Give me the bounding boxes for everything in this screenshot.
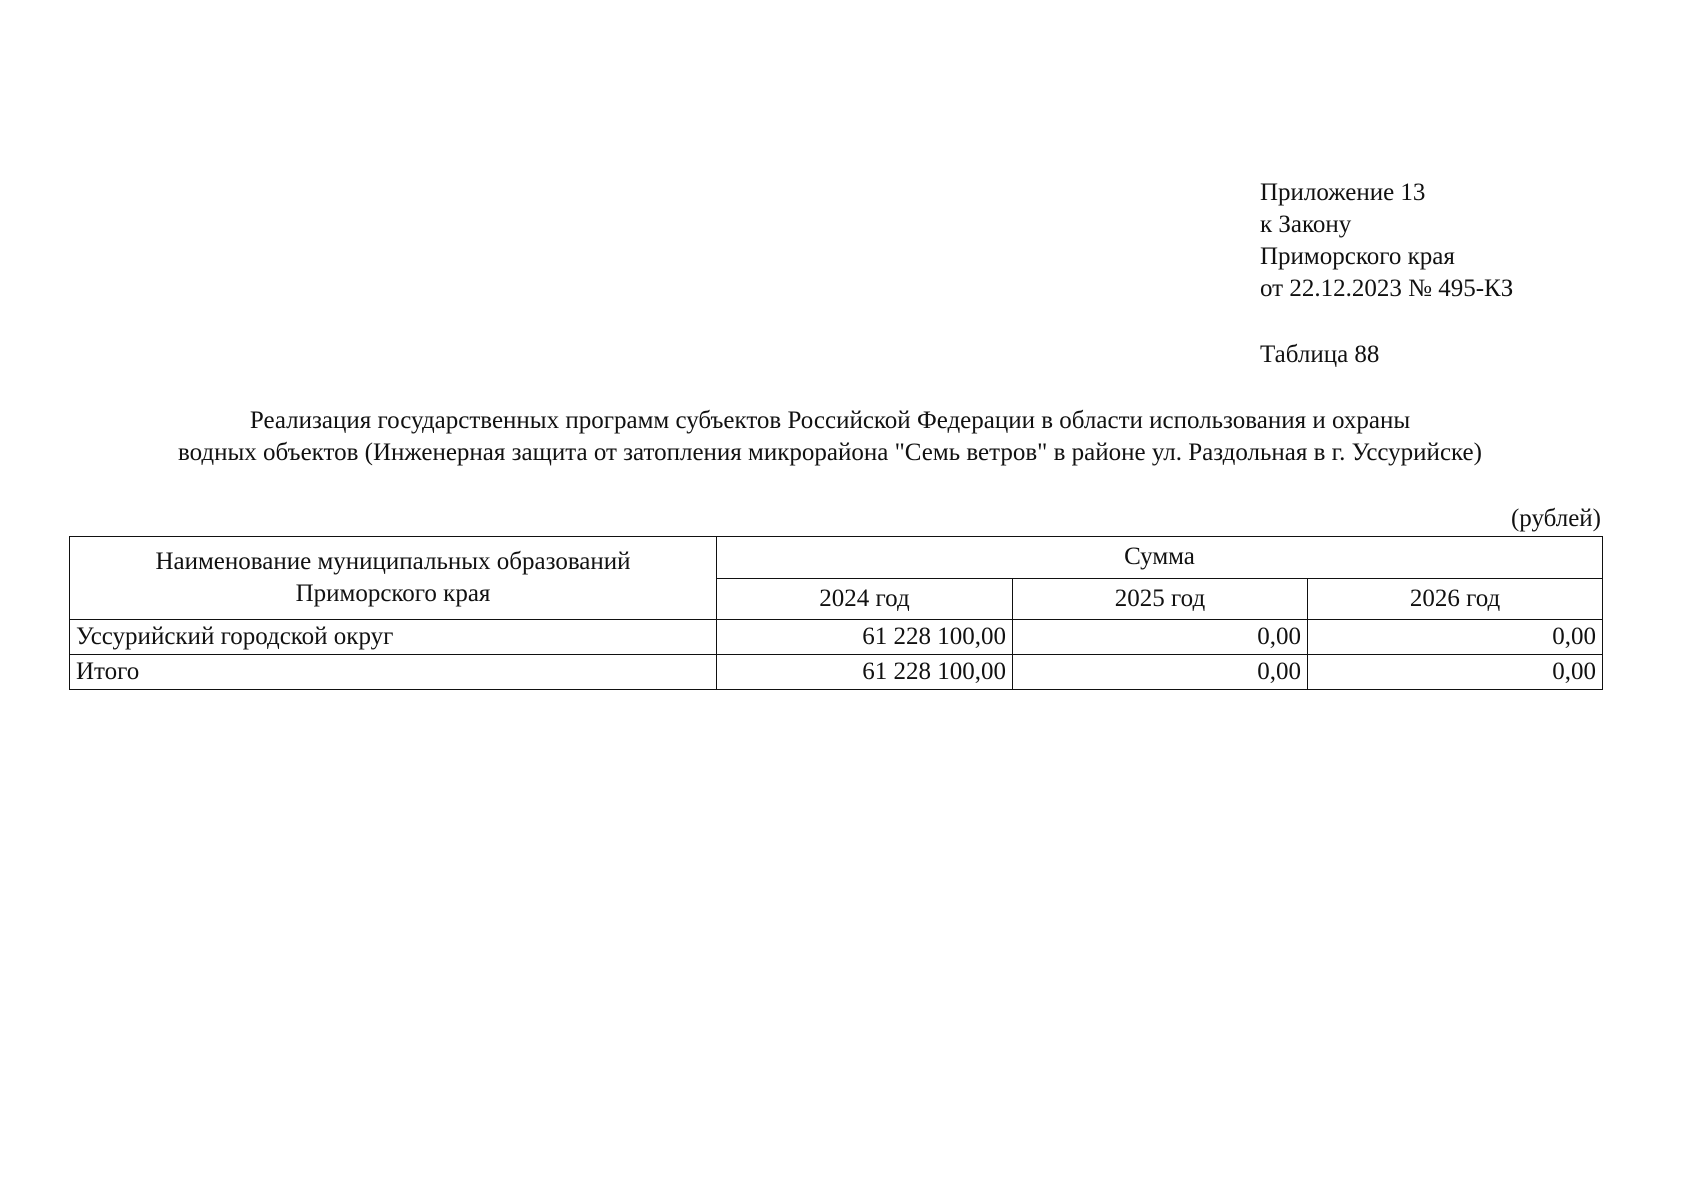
- row-municipality-name: Уссурийский городской округ: [70, 620, 717, 655]
- row-value-2026: 0,00: [1308, 620, 1603, 655]
- document-title-line-1: Реализация государственных программ субъектов Российской Федерации в области использования и охраны: [249, 407, 1411, 434]
- appendix-line-2: к Закону: [1260, 211, 1352, 238]
- appendix-header: [1260, 177, 1513, 305]
- appendix-line-1: Приложение 13: [1260, 179, 1426, 206]
- table-header-row: [70, 537, 1603, 579]
- row-value-2025: 0,00: [1013, 620, 1308, 655]
- document-title: [60, 405, 1600, 469]
- header-year-2025: 2025 год: [1013, 578, 1308, 620]
- header-municipality-name: [70, 537, 717, 620]
- total-value-2026: 0,00: [1308, 655, 1603, 690]
- header-year-2026: 2026 год: [1308, 578, 1603, 620]
- funding-table: [69, 536, 1603, 690]
- table-row: [70, 620, 1603, 655]
- table-number: Таблица 88: [1260, 341, 1380, 368]
- appendix-line-3: Приморского края: [1260, 243, 1455, 270]
- total-label: Итого: [70, 655, 717, 690]
- header-year-2024: 2024 год: [717, 578, 1013, 620]
- header-name-line-2: Приморского края: [295, 580, 491, 607]
- document-title-line-2: водных объектов (Инженерная защита от затопления микрорайона "Семь ветров" в районе ул. Раздольная в г. Уссурийске): [178, 439, 1482, 466]
- units-label: (рублей): [1510, 505, 1601, 532]
- total-value-2025: 0,00: [1013, 655, 1308, 690]
- table-total-row: [70, 655, 1603, 690]
- header-name-line-1: Наименование муниципальных образований: [155, 548, 631, 575]
- header-sum: Сумма: [717, 537, 1603, 579]
- total-value-2024: 61 228 100,00: [717, 655, 1013, 690]
- row-value-2024: 61 228 100,00: [717, 620, 1013, 655]
- appendix-line-4: от 22.12.2023 № 495-КЗ: [1260, 275, 1514, 302]
